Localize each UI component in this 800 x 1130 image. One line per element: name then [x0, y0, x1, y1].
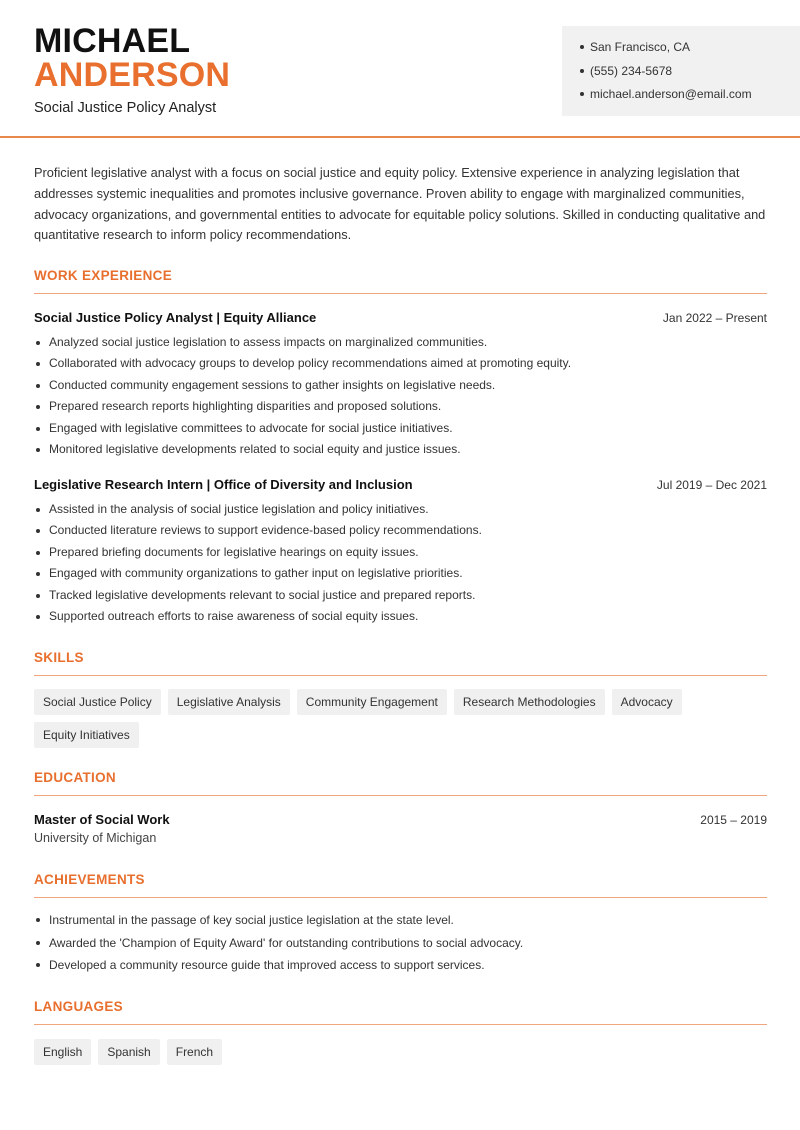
- list-item: [34, 932, 767, 955]
- job-role: Social Justice Policy Analyst | Equity Alliance: [34, 310, 317, 325]
- job-date: Jul 2019 – Dec 2021: [656, 478, 767, 492]
- bullet-text: Supported outreach efforts to raise awareness of social equity issues.: [49, 609, 419, 624]
- bullet-icon: [36, 551, 40, 555]
- section-title-languages: LANGUAGES: [34, 999, 767, 1025]
- contact-box: [562, 26, 800, 116]
- list-item: [34, 396, 767, 417]
- list-item: [34, 606, 767, 627]
- bullet-text: Developed a community resource guide that improved access to support services.: [49, 958, 485, 973]
- bullet-icon: [36, 448, 40, 452]
- school-name: University of Michigan: [34, 831, 157, 845]
- bullet-icon: [36, 941, 40, 945]
- bullet-text: Tracked legislative developments relevant to social justice and prepared reports.: [49, 587, 476, 602]
- bullet-text: Prepared research reports highlighting disparities and proposed solutions.: [49, 399, 442, 414]
- list-item: [34, 563, 767, 584]
- job-header: [34, 310, 767, 325]
- bullet-text: Engaged with legislative committees to advocate for social justice initiatives.: [49, 420, 453, 435]
- language-tag: Spanish: [98, 1039, 159, 1065]
- bullet-text: Conducted literature reviews to support evidence-based policy recommendations.: [49, 523, 482, 538]
- skill-tag: Advocacy: [612, 689, 682, 715]
- bullet-icon: [36, 508, 40, 512]
- section-title-education: EDUCATION: [34, 770, 767, 796]
- list-item: [34, 499, 767, 520]
- bullet-text: Analyzed social justice legislation to assess impacts on marginalized communities.: [49, 335, 488, 349]
- languages-list: [34, 1039, 774, 1065]
- contact-email: [580, 85, 800, 109]
- list-item: [34, 332, 767, 353]
- bullet-icon: [36, 594, 40, 598]
- degree: Master of Social Work: [34, 812, 170, 827]
- bullet-icon: [36, 362, 40, 366]
- education-years: 2015 – 2019: [700, 813, 767, 827]
- contact-phone: [580, 62, 800, 86]
- list-item: [34, 585, 767, 606]
- bullet-icon: [36, 427, 40, 431]
- list-item: [34, 353, 767, 374]
- list-item: [34, 542, 767, 563]
- contact-location: [580, 38, 800, 62]
- section-title-skills: SKILLS: [34, 650, 767, 676]
- list-item: [34, 909, 767, 932]
- bullet-icon: [36, 405, 40, 409]
- skill-tag: Legislative Analysis: [168, 689, 290, 715]
- skill-tag: Social Justice Policy: [34, 689, 161, 715]
- summary: Proficient legislative analyst with a focus on social justice and equity policy. Extensive experience in analyzing legislation that addresses systemic inequalities and promotes inclusive governance. Proven ability to engage with marginalized communities, advocacy organizations, and governmental entities to advocate for equitable policy solutions. Skilled in conducting qualitative and quantitative research to inform policy recommendations.: [34, 165, 766, 243]
- bullet-icon: [36, 963, 40, 967]
- resume-header: [0, 0, 800, 138]
- bullet-text: Instrumental in the passage of key social justice legislation at the state level.: [49, 913, 454, 927]
- list-item: [34, 418, 767, 439]
- bullet-text: Engaged with community organizations to gather input on legislative priorities.: [49, 566, 463, 581]
- bullet-icon: [36, 384, 40, 388]
- skills-list: [34, 689, 774, 748]
- list-item: [34, 439, 767, 460]
- bullet-text: Conducted community engagement sessions to gather insights on legislative needs.: [49, 377, 496, 392]
- language-tag: French: [167, 1039, 222, 1065]
- last-name: ANDERSON: [34, 56, 231, 94]
- bullet-text: Awarded the 'Champion of Equity Award' for outstanding contributions to social advocacy.: [49, 935, 524, 950]
- bullet-text: Prepared briefing documents for legislative hearings on equity issues.: [49, 544, 419, 559]
- bullet-text: Collaborated with advocacy groups to develop policy recommendations aimed at promoting equity.: [49, 356, 572, 371]
- location-text: San Francisco, CA: [590, 40, 691, 54]
- skill-tag: Equity Initiatives: [34, 722, 139, 748]
- bullet-icon: [36, 341, 40, 345]
- bullet-icon: [580, 45, 584, 49]
- language-tag: English: [34, 1039, 91, 1065]
- job-title: Social Justice Policy Analyst: [34, 100, 217, 116]
- bullet-icon: [580, 69, 584, 73]
- bullet-icon: [36, 615, 40, 619]
- list-item: [34, 520, 767, 541]
- job-date: Jan 2022 – Present: [662, 311, 767, 325]
- job-role: Legislative Research Intern | Office of Diversity and Inclusion: [34, 477, 413, 492]
- job-bullets: [34, 332, 767, 460]
- bullet-icon: [36, 572, 40, 576]
- education-header: [34, 812, 767, 827]
- list-item: [34, 375, 767, 396]
- achievements-list: [34, 909, 767, 977]
- bullet-icon: [36, 529, 40, 533]
- email-text: michael.anderson@email.com: [590, 87, 752, 101]
- job-bullets: [34, 499, 767, 627]
- bullet-icon: [580, 92, 584, 96]
- section-title-work-experience: WORK EXPERIENCE: [34, 268, 767, 294]
- job-header: [34, 477, 767, 492]
- first-name: MICHAEL: [34, 22, 191, 60]
- phone-text: (555) 234-5678: [590, 63, 673, 78]
- skill-tag: Research Methodologies: [454, 689, 605, 715]
- skill-tag: Community Engagement: [297, 689, 447, 715]
- list-item: [34, 954, 767, 977]
- bullet-text: Assisted in the analysis of social justice legislation and policy initiatives.: [49, 502, 429, 516]
- bullet-text: Monitored legislative developments related to social equity and justice issues.: [49, 442, 461, 457]
- bullet-icon: [36, 918, 40, 922]
- section-title-achievements: ACHIEVEMENTS: [34, 872, 767, 898]
